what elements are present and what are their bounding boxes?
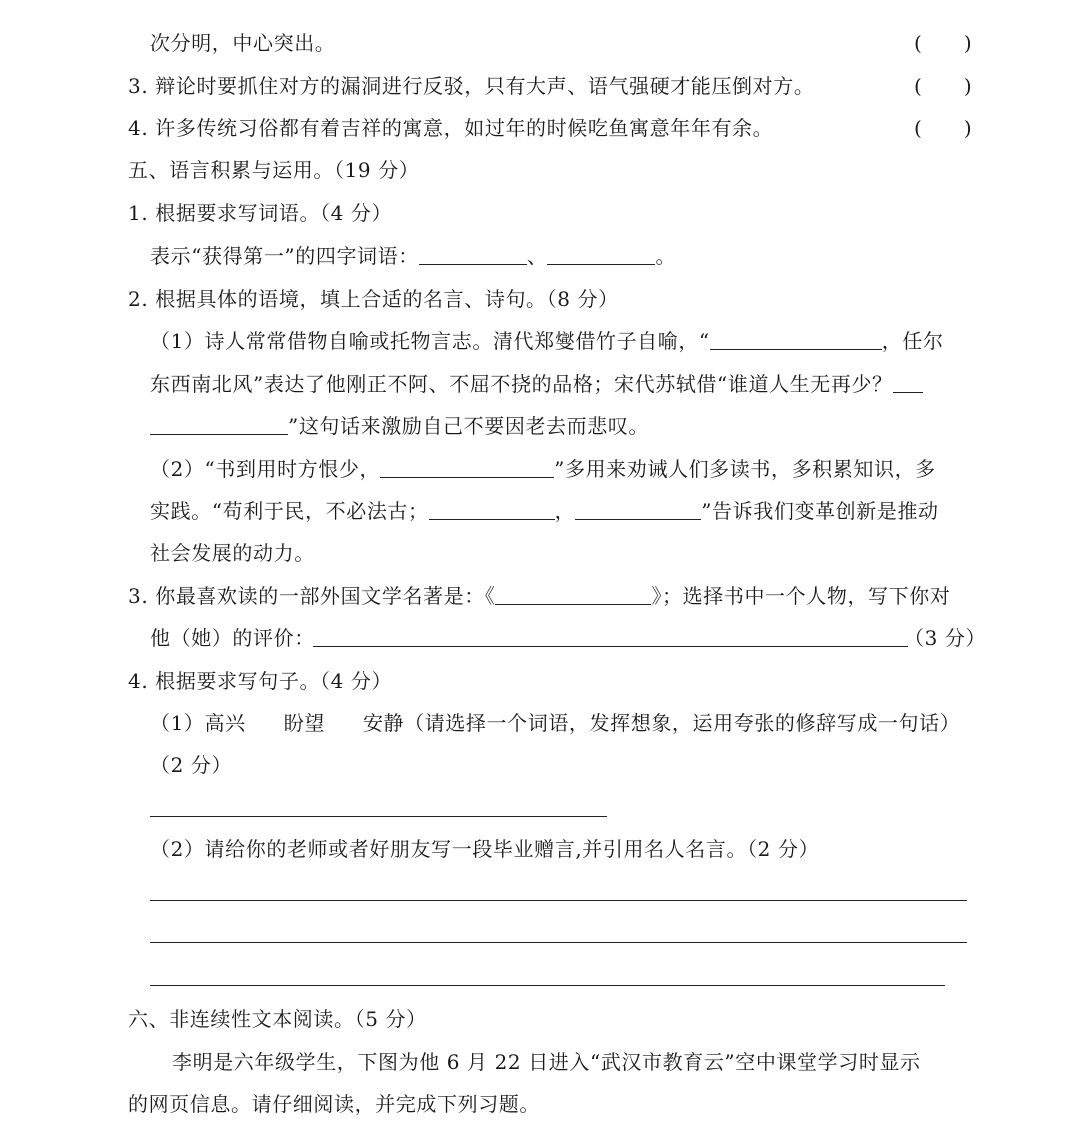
q2-2-line-2 <box>150 499 939 523</box>
q4-title: 4. 根据要求写句子。（4 分） <box>128 669 393 693</box>
section6-paragraph-2: 的网页信息。请仔细阅读，并完成下列习题。 <box>128 1092 540 1116</box>
q2-2-text-c: 实践。“苟利于民，不必法古； <box>150 499 429 523</box>
q4-1-text-a: （1）高兴 <box>150 711 246 735</box>
judge-item-4: 4. 许多传统习俗都有着吉祥的寓意，如过年的时候吃鱼寓意年年有余。 <box>128 116 774 140</box>
q2-2-blank-2[interactable] <box>429 501 555 520</box>
q2-2-line-3: 社会发展的动力。 <box>150 541 315 565</box>
q2-2-blank-1[interactable] <box>380 459 554 478</box>
q2-2-text-b: ”多用来劝诫人们多读书，多积累知识，多 <box>554 457 936 481</box>
q4-2-line: （2）请给你的老师或者好朋友写一段毕业赠言,并引用名人名言。（2 分） <box>150 837 820 861</box>
q2-1-line-3 <box>150 414 649 438</box>
q1-prompt: 表示“获得第一”的四字词语： <box>150 244 419 268</box>
q3-line-2: 他（她）的评价： <box>150 626 315 650</box>
q2-2-blank-3[interactable] <box>575 501 701 520</box>
q3-score: （3 分） <box>904 626 987 650</box>
q4-1-text-b: 安静（请选择一个词语，发挥想象，运用夸张的修辞写成一句话） <box>362 711 961 735</box>
q4-1-answer-line[interactable] <box>150 816 607 817</box>
section6-title: 六、非连续性文本阅读。（5 分） <box>128 1007 427 1031</box>
q2-2-comma: ， <box>554 499 576 523</box>
q1-blank-1[interactable] <box>419 246 527 265</box>
answer-paren-1[interactable] <box>914 31 972 55</box>
paren-close: ) <box>963 31 972 55</box>
paren-close: ) <box>963 74 972 98</box>
q4-1-word-2: 盼望 <box>283 711 325 735</box>
q3-book-blank[interactable] <box>495 586 651 605</box>
q1-line <box>150 244 676 268</box>
q2-1-text-b: ，任尔 <box>881 329 944 353</box>
answer-paren-4[interactable] <box>914 116 972 140</box>
section6-paragraph-1: 李明是六年级学生，下图为他 6 月 22 日进入“武汉市教育云”空中课堂学习时显示 <box>172 1050 921 1074</box>
judge-item-3: 3. 辩论时要抓住对方的漏洞进行反驳，只有大声、语气强硬才能压倒对方。 <box>128 74 815 98</box>
q1-blank-2[interactable] <box>547 246 655 265</box>
q2-2-text-d: ”告诉我们变革创新是推动 <box>701 499 939 523</box>
q3-evaluation-blank[interactable] <box>313 646 908 647</box>
q3-text-a: 3. 你最喜欢读的一部外国文学名著是：《 <box>128 584 496 608</box>
q2-1-blank-1[interactable] <box>710 331 882 350</box>
q2-1-line-2 <box>150 372 923 396</box>
judge-line-continued: 次分明，中心突出。 <box>150 31 336 55</box>
q3-line-1 <box>128 584 950 608</box>
paren-open: ( <box>914 74 922 98</box>
q2-1-text-d: ”这句话来激励自己不要因老去而悲叹。 <box>288 414 650 438</box>
q4-2-answer-line-2[interactable] <box>150 942 967 943</box>
q2-2-line-1 <box>150 457 936 481</box>
paren-open: ( <box>914 116 922 140</box>
q3-text-b: 》；选择书中一个人物，写下你对 <box>651 584 951 608</box>
q1-title: 1. 根据要求写词语。（4 分） <box>128 201 393 225</box>
q2-1-blank-2-end[interactable] <box>150 416 288 435</box>
q2-title: 2. 根据具体的语境，填上合适的名言、诗句。（8 分） <box>128 287 619 311</box>
end-period: 。 <box>655 244 677 268</box>
paren-close: ) <box>963 116 972 140</box>
q4-2-answer-line-3[interactable] <box>150 985 945 986</box>
q2-1-line-1 <box>150 329 944 353</box>
q2-1-text-a: （1）诗人常常借物自喻或托物言志。清代郑燮借竹子自喻，“ <box>150 329 710 353</box>
paren-open: ( <box>914 31 922 55</box>
answer-paren-3[interactable] <box>914 74 972 98</box>
q2-1-text-c: 东西南北风”表达了他刚正不阿、不屈不挠的品格；宋代苏轼借“谁道人生无再少？ <box>150 372 893 396</box>
q4-1-line <box>150 711 960 735</box>
q2-2-text-a: （2）“书到用时方恨少， <box>150 457 381 481</box>
separator: 、 <box>526 244 548 268</box>
q4-2-answer-line-1[interactable] <box>150 900 967 901</box>
q2-1-blank-2-start[interactable] <box>893 374 923 393</box>
q4-1-score: （2 分） <box>150 753 233 777</box>
section5-title: 五、语言积累与运用。（19 分） <box>128 158 420 182</box>
